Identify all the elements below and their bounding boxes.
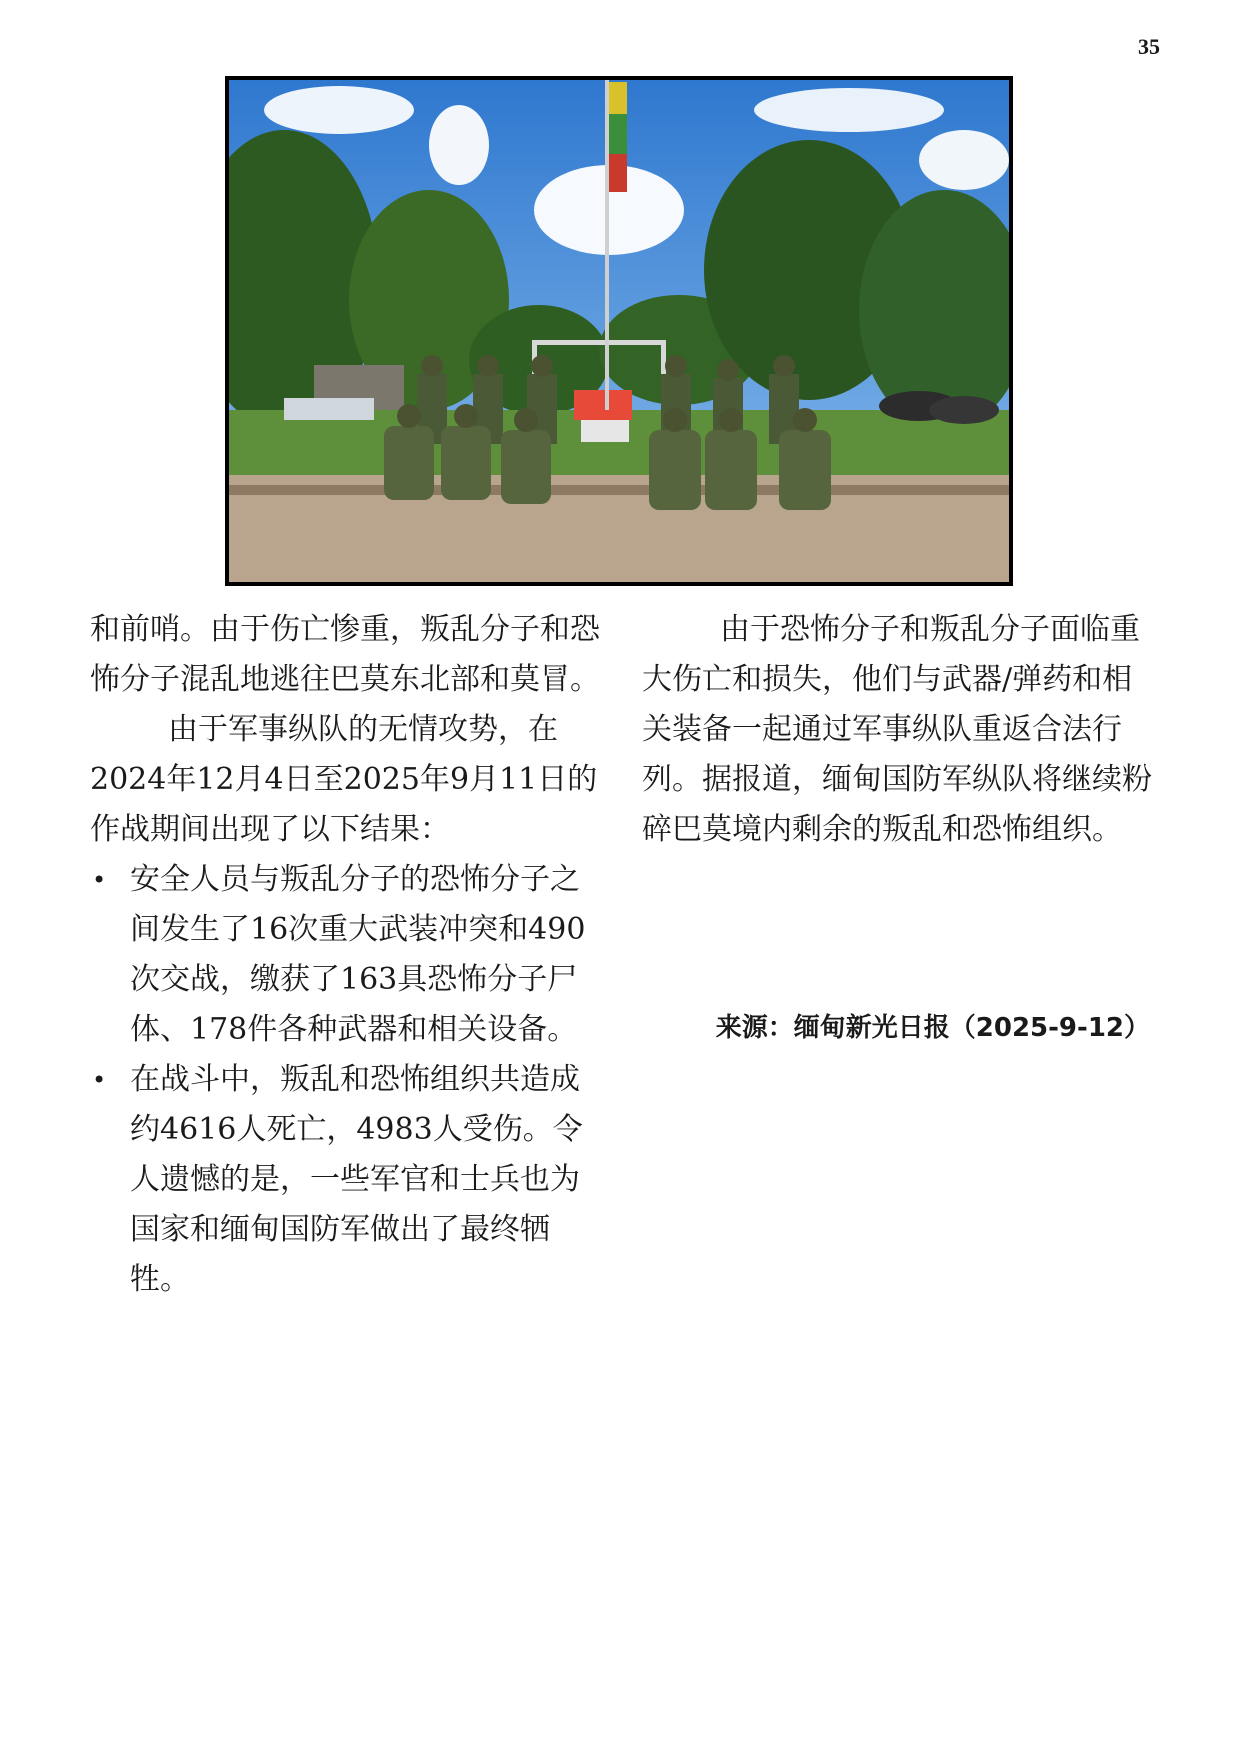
paragraph: 由于军事纵队的无情攻势，在2024年12月4日至2025年9月11日的作战期间出现了以下结果： [90, 712, 598, 847]
paragraph: 由于恐怖分子和叛乱分子面临重大伤亡和损失，他们与武器/弹药和相关装备一起通过军事纵队重返合法行列。据报道，缅甸国防军纵队将继续粉碎巴莫境内剩余的叛乱和恐怖组织。 [642, 612, 1152, 847]
left-column [90, 605, 600, 1305]
soldiers-photo-image [229, 80, 1009, 582]
paragraph: 和前哨。由于伤亡惨重，叛乱分子和恐怖分子混乱地逃往巴莫东北部和莫冒。 [90, 612, 600, 697]
list-item: • 安全人员与叛乱分子的恐怖分子之间发生了16次重大武装冲突和490次交战，缴获了163具恐怖分子尸体、178件各种武器和相关设备。 [90, 855, 600, 1055]
source-citation: 来源：缅甸新光日报（2025-9-12） [715, 1013, 1150, 1043]
results-list [90, 855, 600, 1305]
news-photo [225, 76, 1013, 586]
page-number: 35 [1138, 34, 1160, 59]
list-item: • 在战斗中，叛乱和恐怖组织共造成约4616人死亡，4983人受伤。令人遗憾的是，一些军官和士兵也为国家和缅甸国防军做出了最终牺牲。 [90, 1055, 600, 1305]
right-column [642, 605, 1152, 855]
